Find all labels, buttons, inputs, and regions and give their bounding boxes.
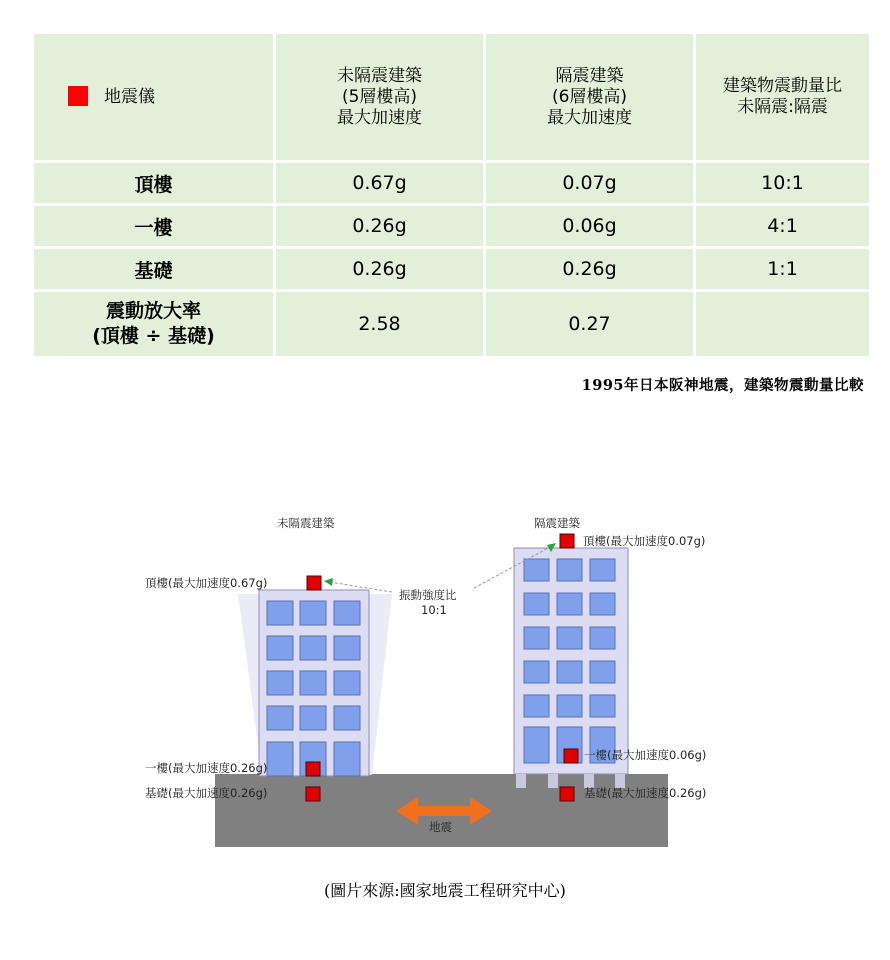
window	[334, 671, 360, 695]
cell-ratio: 4:1	[696, 206, 869, 249]
window	[267, 706, 293, 730]
header-line: 隔震建築	[555, 65, 624, 86]
header-line: 建築物震動量比	[723, 76, 842, 96]
window	[300, 706, 326, 730]
ground-label: 地震	[429, 820, 452, 834]
window	[334, 742, 360, 776]
window	[267, 636, 293, 660]
window	[524, 727, 549, 763]
sensor-iso-roof	[560, 534, 574, 548]
cell-non-isolated: 2.58	[276, 292, 486, 356]
window	[557, 627, 582, 649]
window	[590, 661, 615, 683]
window	[524, 627, 549, 649]
window	[334, 706, 360, 730]
label-iso-base: 基礎(最大加速度0.26g)	[584, 786, 707, 800]
window	[334, 636, 360, 660]
label-ni-first: 一樓(最大加速度0.26g)	[145, 761, 268, 775]
window	[334, 601, 360, 625]
legend-label: 地震儀	[104, 87, 155, 107]
sensor-ni-first	[306, 762, 320, 776]
sensor-ni-base	[306, 787, 320, 801]
header-line: (6層樓高)	[551, 86, 628, 107]
window	[267, 671, 293, 695]
cell-isolated: 0.07g	[486, 163, 696, 206]
row-label: 一樓	[34, 206, 276, 249]
window	[557, 593, 582, 615]
header-line: 未隔震建築	[337, 65, 422, 86]
cell-ratio: 10:1	[696, 163, 869, 206]
header-line: 未隔震:隔震	[737, 97, 828, 117]
window	[524, 593, 549, 615]
sensor-iso-base	[560, 787, 574, 801]
isolation-bearing	[516, 774, 526, 788]
ratio-label: 振動強度比	[399, 588, 457, 602]
header-line: (5層樓高)	[341, 86, 418, 107]
window	[524, 695, 549, 717]
amplification-label-line: 震動放大率	[105, 300, 201, 322]
sensor-iso-first	[564, 749, 578, 763]
cell-non-isolated: 0.67g	[276, 163, 486, 206]
cell-non-isolated: 0.26g	[276, 206, 486, 249]
window	[267, 742, 293, 776]
window	[590, 695, 615, 717]
cell-isolated: 0.06g	[486, 206, 696, 249]
source-caption: (圖片來源:國家地震工程研究中心)	[324, 881, 566, 900]
label-iso-first: 一樓(最大加速度0.06g)	[584, 748, 707, 762]
window	[300, 671, 326, 695]
sensor-ni-roof	[307, 576, 321, 590]
isolation-bearing	[548, 774, 558, 788]
cell-ratio: 1:1	[696, 249, 869, 292]
non-isolated-title: 未隔震建築	[277, 516, 335, 530]
ratio-value: 10:1	[421, 603, 447, 617]
window	[557, 559, 582, 581]
window	[524, 661, 549, 683]
row-label: 基礎	[34, 249, 276, 292]
window	[300, 636, 326, 660]
isolated-title: 隔震建築	[534, 516, 580, 530]
window	[590, 627, 615, 649]
label-iso-roof: 頂樓(最大加速度0.07g)	[583, 534, 706, 548]
header-line: 最大加速度	[337, 107, 422, 128]
window	[267, 601, 293, 625]
amplification-label-line: (頂樓 ÷ 基礎)	[92, 325, 215, 347]
window	[524, 559, 549, 581]
window	[557, 695, 582, 717]
cell-isolated: 0.27	[486, 292, 696, 356]
window	[590, 593, 615, 615]
window	[557, 661, 582, 683]
window	[590, 559, 615, 581]
pointer-arrowhead-left	[324, 578, 333, 586]
table-caption: 1995年日本阪神地震，建築物震動量比較	[581, 377, 864, 394]
header-line: 最大加速度	[547, 107, 632, 128]
row-label: 頂樓	[34, 163, 276, 206]
window	[300, 601, 326, 625]
cell-non-isolated: 0.26g	[276, 249, 486, 292]
label-ni-roof: 頂樓(最大加速度0.67g)	[145, 576, 268, 590]
label-ni-base: 基礎(最大加速度0.26g)	[145, 786, 268, 800]
cell-isolated: 0.26g	[486, 249, 696, 292]
